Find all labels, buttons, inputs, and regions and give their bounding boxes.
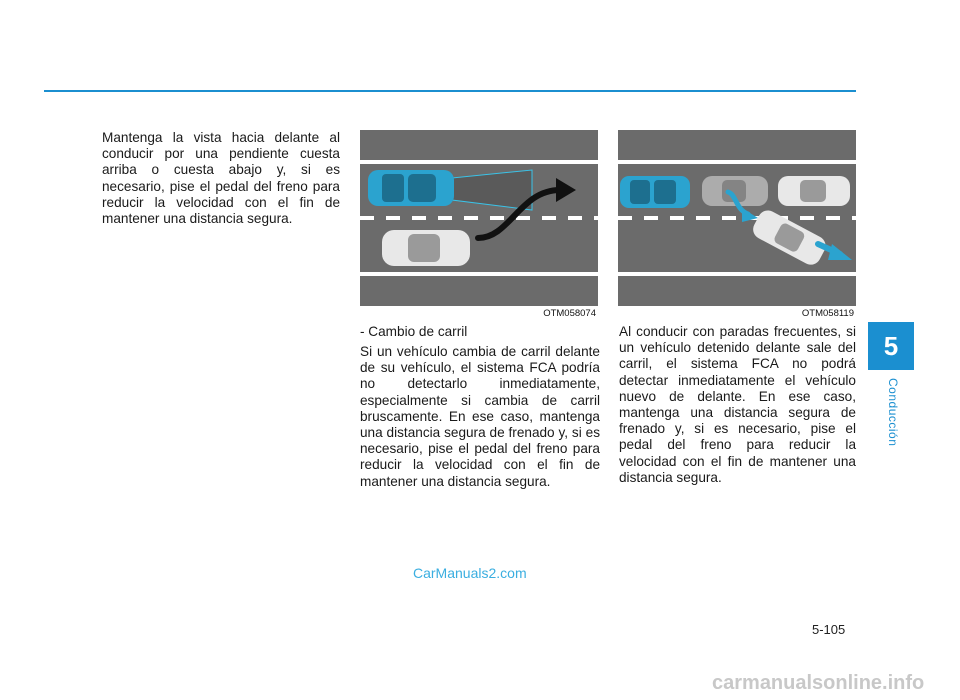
lane-change-figure [360, 130, 598, 320]
footer-watermark[interactable]: carmanualsonline.info [712, 672, 925, 694]
lane-change-illustration [360, 130, 598, 306]
chapter-number-tab: 5 [868, 322, 914, 370]
figure-code-left: OTM058074 [543, 308, 596, 319]
stop-and-go-figure [618, 130, 856, 320]
chapter-title: Conducción [886, 378, 900, 447]
stop-and-go-paragraph: Al conducir con paradas frecuentes, si un vehículo detenido delante sale del carril, el sistema FCA no podrá detectar inmediatamente el vehículo nuevo de delante. En ese caso, mantenga una distancia segura de frenado y, si es necesario, pise el pedal del freno para reducir la velocidad con el fin de mantener una distancia segura. [619, 324, 856, 485]
cutting-in-car [382, 230, 470, 266]
header-rule [44, 90, 856, 92]
watermark[interactable]: CarManuals2.com [413, 565, 527, 581]
stop-and-go-illustration [618, 130, 856, 306]
lane-change-paragraph: Si un vehículo cambia de carril delante de su vehículo, el sistema FCA podría no detectarlo inmediatamente, especialmente si cambia de carril bruscamente. En ese caso, mantenga una distancia segura de frenado y, si es necesario, pise el pedal del freno para reducir la velocidad con el fin de mantener una distancia segura. [360, 344, 600, 489]
intro-paragraph: Mantenga la vista hacia delante al conducir por una pendiente cuesta arriba o cuesta abajo y, si es necesario, pise el pedal del freno para reducir la velocidad con el fin de mantener una distancia segura. [102, 130, 340, 227]
page-number: 5-105 [812, 622, 846, 637]
front-car [778, 176, 850, 206]
lane-change-heading: - Cambio de carril [360, 324, 468, 339]
own-car [620, 176, 690, 208]
figure-code-right: OTM058119 [801, 308, 854, 319]
own-car [368, 170, 454, 206]
